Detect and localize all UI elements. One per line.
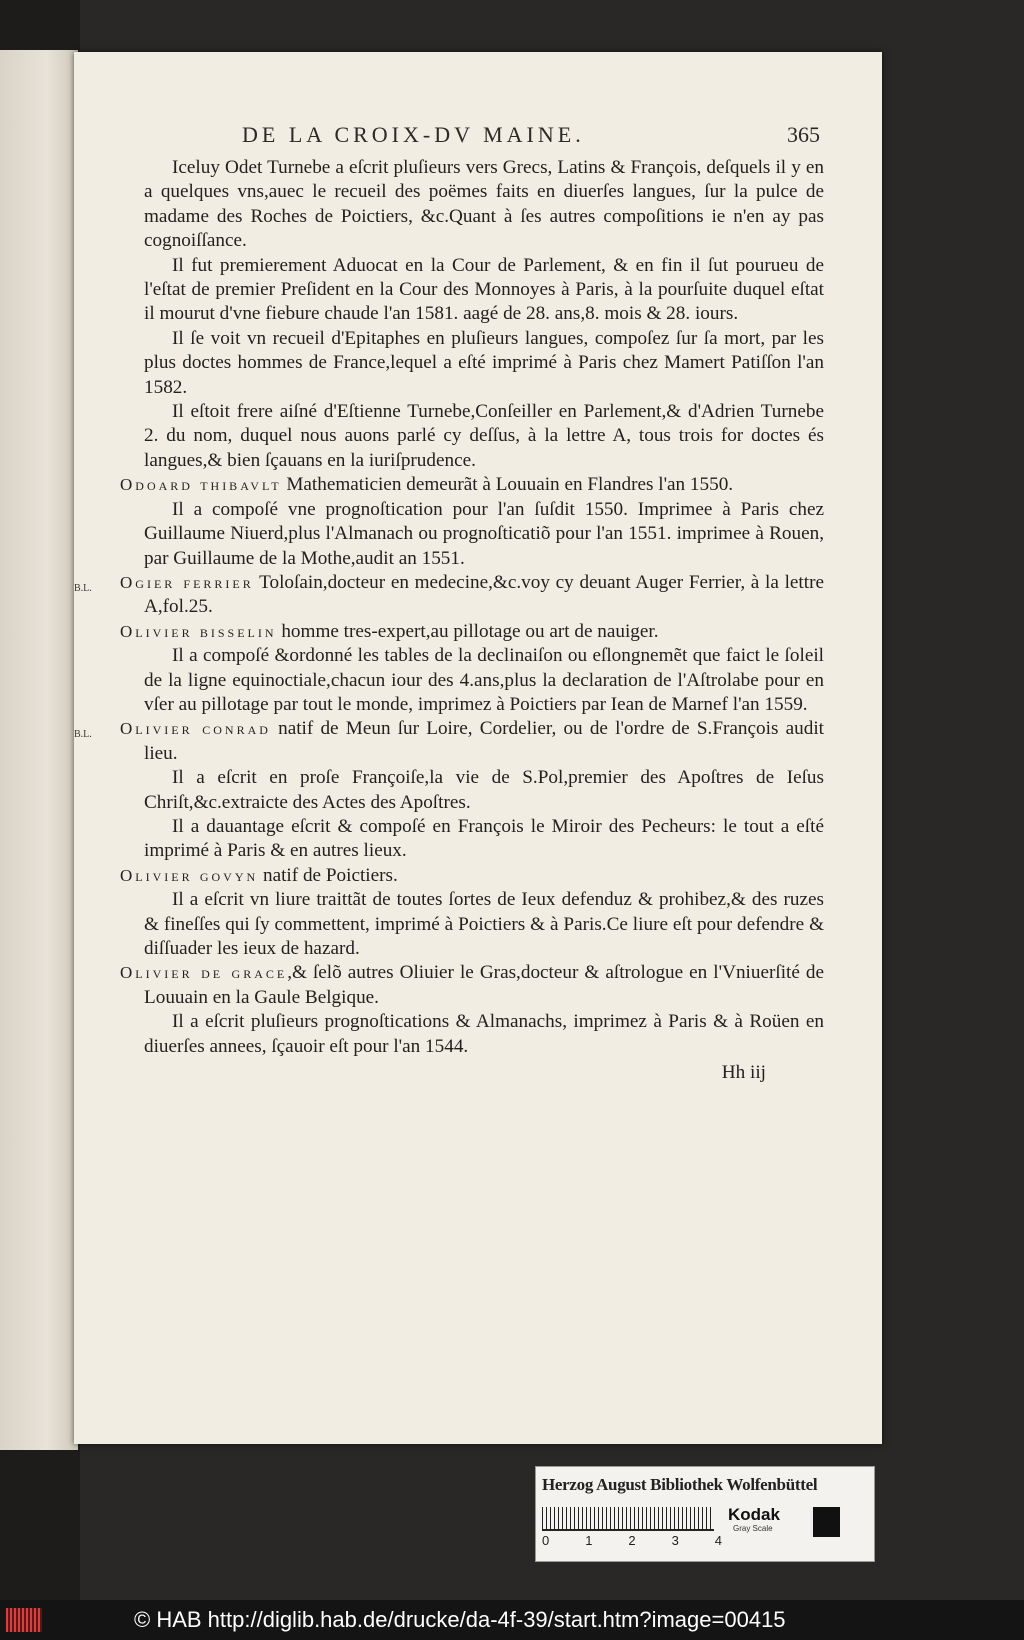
entry-paragraph [120, 961, 824, 1010]
entry-paragraph [120, 864, 824, 888]
previous-page-edge [0, 50, 78, 1450]
ruler-numbers [542, 1533, 722, 1548]
entry-text: Mathematicien demeurãt à Louuain en Flandres l'an 1550. [281, 474, 734, 496]
paragraph [144, 888, 824, 961]
footer-bar [0, 1600, 1024, 1640]
paragraph [144, 644, 824, 717]
entry-paragraph [120, 473, 824, 497]
scale-ruler [542, 1507, 714, 1531]
signature-mark: Hh iij [721, 1062, 766, 1084]
entry-name: Olivier govyn [120, 865, 259, 885]
paragraph [144, 400, 824, 473]
page-number: 365 [787, 122, 820, 147]
paragraph-text: Il a eſcrit vn liure traittãt de toutes ſortes de Ieux defenduz & prohibez,& des ruzes & fineſſes qui ſy commettent, imprimé à Poictiers & à Paris.Ce liure eſt pour defendre & diſſuader les ieux de hazard. [144, 889, 824, 959]
book-page [74, 52, 882, 1444]
entry-name: Ogier ferrier [120, 572, 254, 592]
paragraph-text: Il a eſcrit en proſe Françoiſe,la vie de S.Pol,premier des Apoſtres de Ieſus Chriſt,&c.extraicte des Actes des Apoſtres. [144, 767, 824, 813]
paragraph [144, 327, 824, 400]
paragraph [144, 498, 824, 571]
paragraph-text: Il a dauantage eſcrit & compoſé en François le Miroir des Pecheurs: le tout a eſté imprimé à Paris & en autres lieux. [144, 815, 824, 862]
entry-text: natif de Poictiers. [258, 864, 398, 886]
body-text [74, 156, 825, 1059]
paragraph [144, 254, 824, 327]
entry-text: homme tres-expert,au pillotage ou art de nauiger. [276, 620, 659, 642]
entry-text: natif de Meun ſur Loire, Cordelier, ou de l'ordre de S.François audit lieu. [144, 718, 824, 764]
ruler-number: 3 [671, 1533, 679, 1548]
entry-text: Toloſain,docteur en medecine,&c.voy cy deuant Auger Ferrier, à la lettre A,fol.25. [144, 571, 824, 618]
kodak-logo: Kodak [728, 1505, 780, 1524]
ruler-number: 0 [542, 1533, 550, 1548]
paragraph [144, 766, 824, 815]
paragraph [144, 1010, 824, 1059]
paragraph-text: Iceluy Odet Turnebe a eſcrit pluſieurs vers Grecs, Latins & François, deſquels il y en a quelques vns,auec le recueil des poëmes faits en diuerſes langues, ſur la pulce de madame des Roches de Poictiers, &c.Quant à ſes autres compoſitions ie n'en ay pas cognoiſſance. [144, 157, 824, 252]
paragraph [144, 815, 824, 864]
ruler-number: 2 [628, 1533, 636, 1548]
entry-paragraph [120, 620, 824, 644]
running-title: DE LA CROIX-DV MAINE. [242, 122, 585, 147]
entry-paragraph: B.L. Olivier conrad natif de Meun ſur Loire, Cordelier, ou de l'ordre de S.François audit lieu. [74, 718, 824, 764]
color-calibration-bar [535, 1466, 875, 1562]
gray-scale-label: Gray Scale [733, 1524, 773, 1533]
entry-paragraph: B.L. Ogier ferrier Toloſain,docteur en medecine,&c.voy cy deuant Auger Ferrier, à la lettre A,fol.25. [74, 571, 824, 618]
library-name: Herzog August Bibliothek Wolfenbüttel [542, 1475, 818, 1494]
entry-text: ,& ſelõ autres Oliuier le Gras,docteur & aſtrologue en l'Vniuerſité de Louuain en la Gaule Belgique. [144, 962, 825, 1008]
entry-name: Olivier conrad [120, 719, 271, 739]
entry-name: Olivier bisselin [120, 621, 277, 641]
hab-logo-icon [6, 1608, 42, 1632]
paragraph-text: Il a compoſé vne prognoſtication pour l'an ſuſdit 1550. Imprimee à Paris chez Guillaume Niuerd,plus l'Almanach ou prognoſticatiõ pour l'an 1551. imprimee à Rouen, par Guillaume de la Mothe,audit an 1551. [144, 498, 824, 569]
paragraph-text: Il a eſcrit pluſieurs prognoſtications & Almanachs, imprimez à Paris & à Roüen en diuerſes annees, ſçauoir eſt pour l'an 1544. [144, 1011, 824, 1057]
paragraph-text: Il ſe voit vn recueil d'Epitaphes en pluſieurs langues, compoſez ſur ſa mort, par les plus doctes hommes de France,lequel a eſté imprimé à Paris chez Mamert Patiſſon l'an 1582. [144, 327, 824, 398]
paragraph-text: Il fut premierement Aduocat en la Cour de Parlement, & en fin il ſut pourueu de l'eſtat de premier Preſident en la Cour des Monnoyes à Paris, à la pourſuite duquel eſtat il mourut d'vne fiebure chaude l'an 1581. aagé de 28. ans,8. mois & 28. iours. [144, 254, 824, 325]
entry-name: Odoard thibavlt [120, 475, 282, 495]
page-content [74, 122, 825, 1085]
paragraph [144, 156, 824, 254]
entry-name: Olivier de grace [120, 963, 288, 983]
running-head [144, 122, 824, 156]
footer-url[interactable]: © HAB http://diglib.hab.de/drucke/da-4f-39/start.htm?image=00415 [134, 1607, 786, 1632]
ruler-number: 1 [585, 1533, 593, 1548]
paragraph-text: Il eſtoit frere aiſné d'Eſtienne Turnebe,Conſeiller en Parlement,& d'Adrien Turnebe 2. du nom, duquel nous auons parlé cy deſſus, à la lettre A, tous trois for doctes és langues,& bien ſçauans en la iuriſprudence. [144, 401, 824, 471]
paragraph-text: Il a compoſé &ordonné les tables de la declinaiſon ou eſlongnemẽt que faict le ſoleil de la ligne equinoctiale,chacun iour des 4.ans,plus la declaration de l'Aſtrolabe pour en vſer au pillotage par tout le monde, imprimez à Poictiers par Iean de Marnef l'an 1559. [144, 645, 824, 715]
ruler-number: 4 [714, 1533, 722, 1548]
gray-swatch [810, 1507, 840, 1537]
